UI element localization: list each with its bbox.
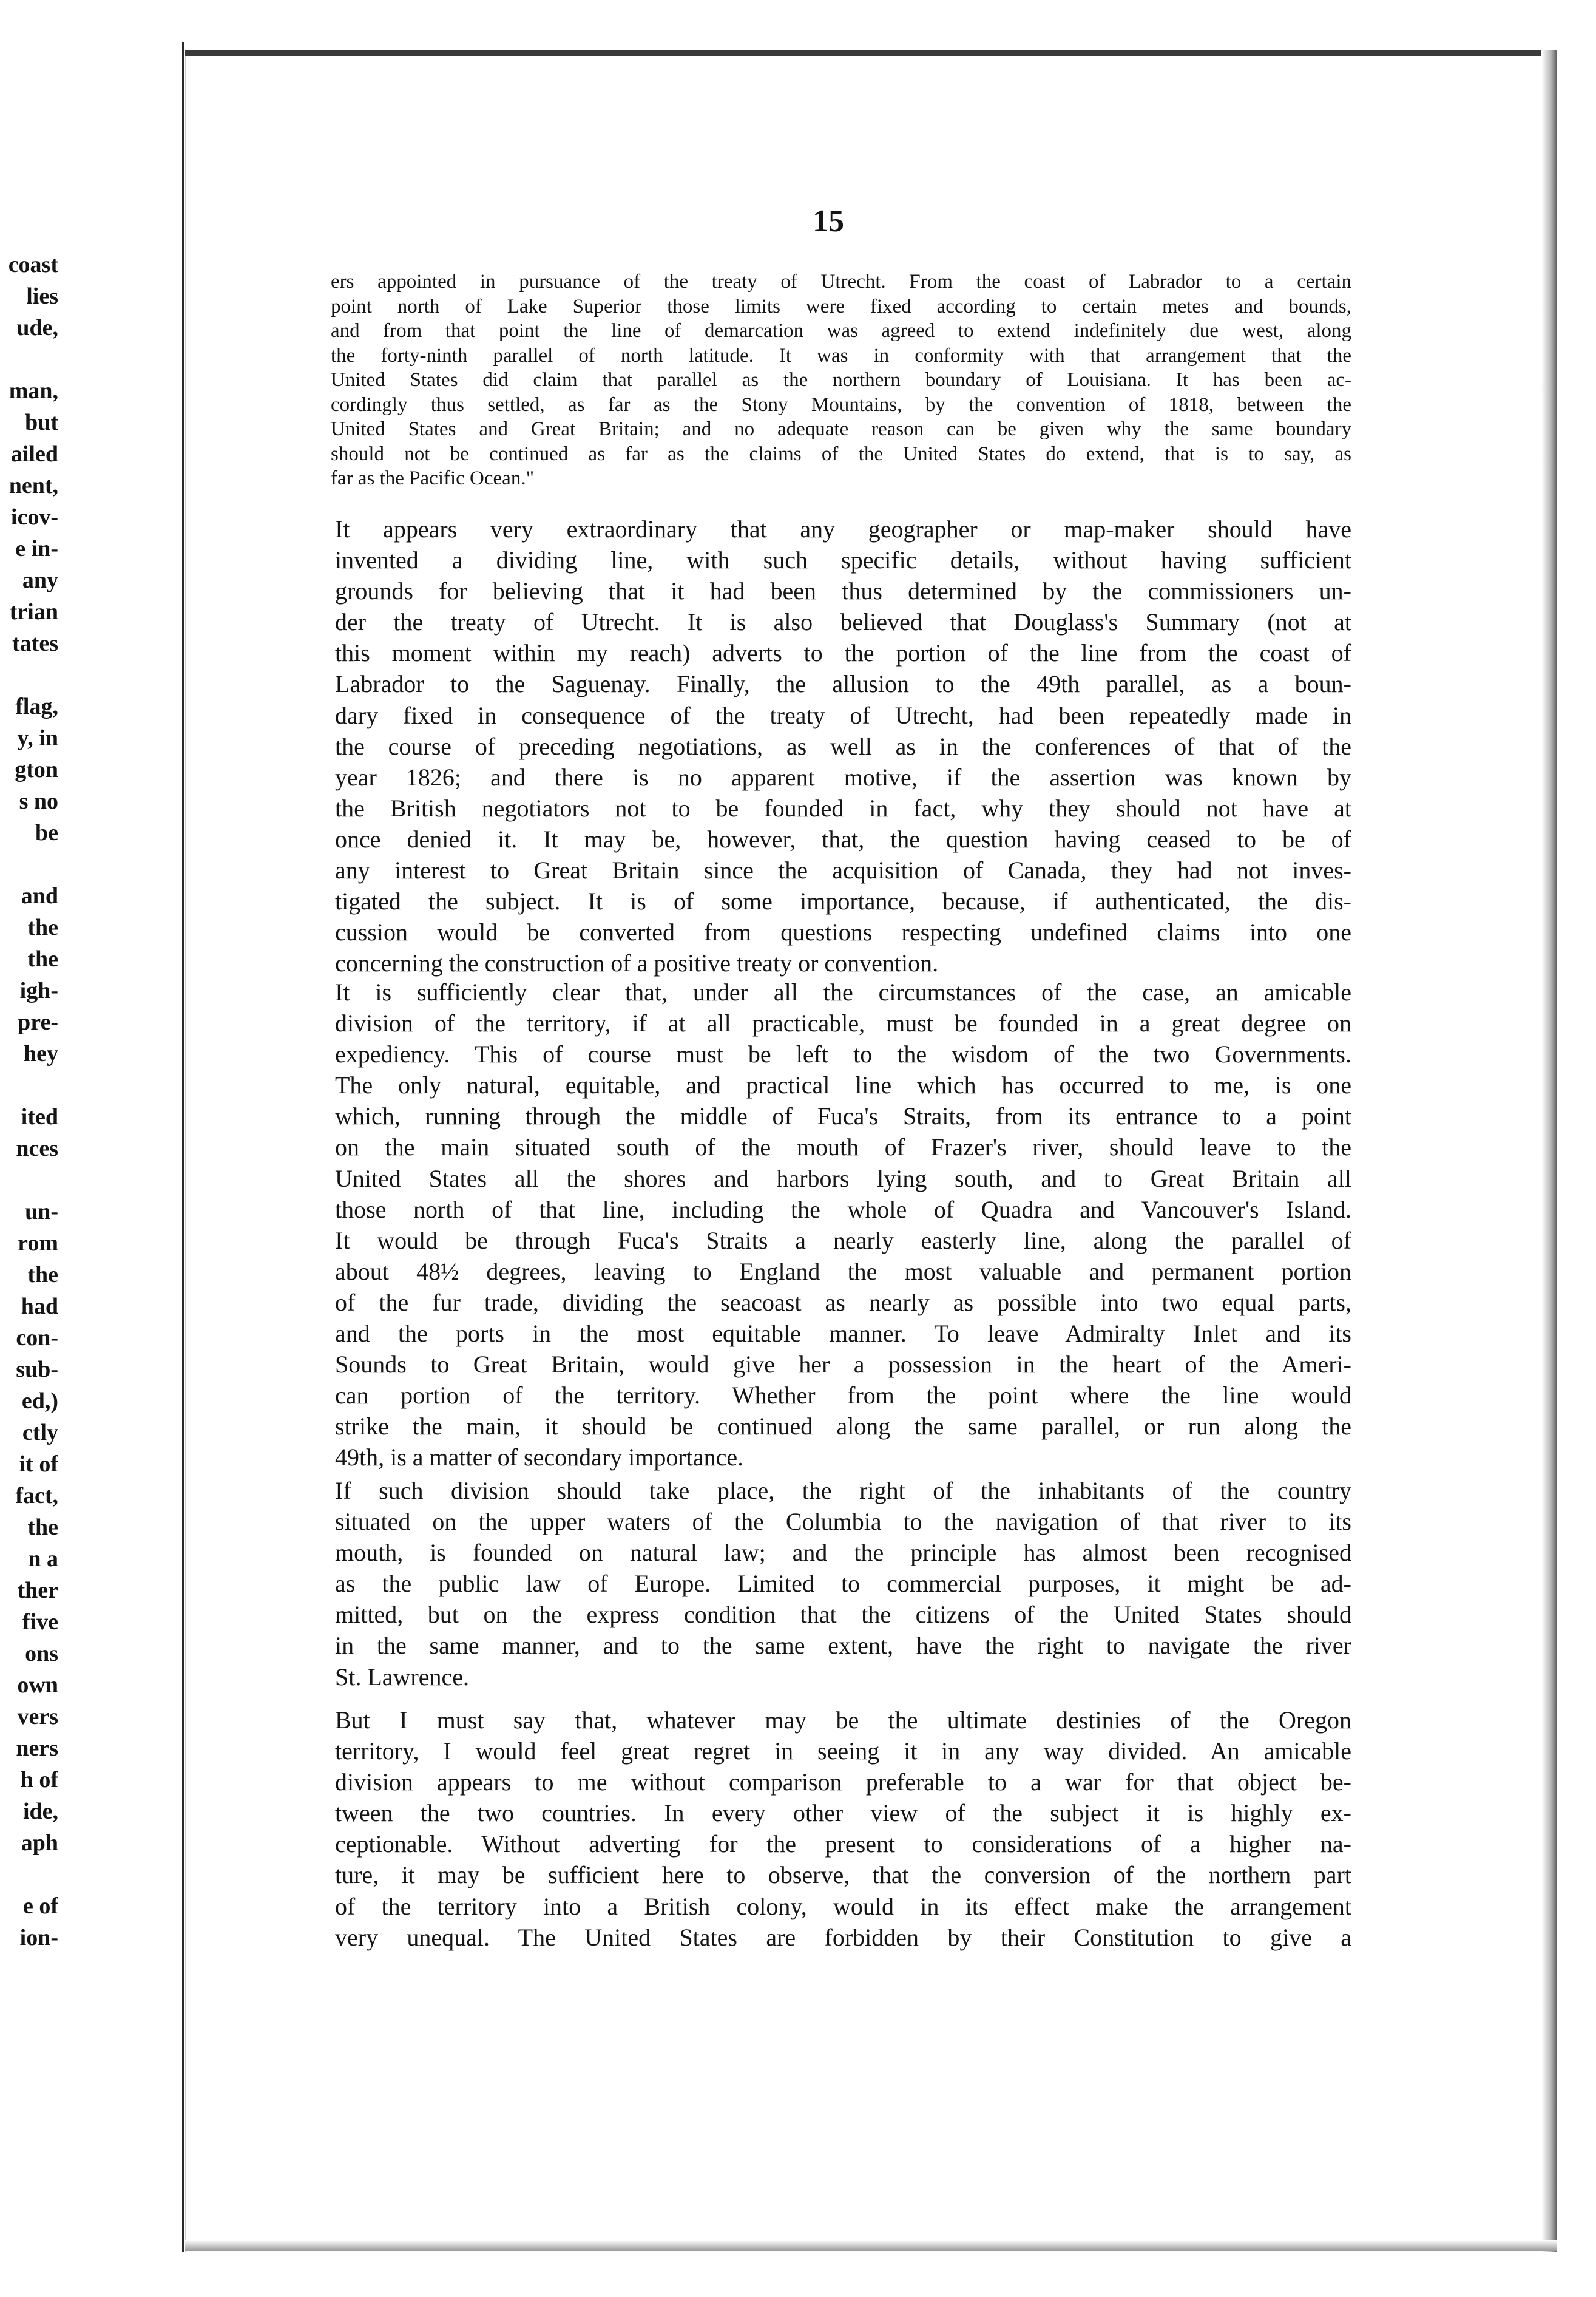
left-fragment: ners: [16, 1735, 58, 1761]
left-fragment: igh-: [19, 978, 58, 1003]
text-line: division appears to me without comparison preferable to a war for that object be-: [335, 1768, 1351, 1796]
left-fragment: the: [27, 1262, 58, 1288]
left-fragment: h of: [20, 1767, 58, 1793]
paragraph-3: [335, 1475, 1351, 1692]
left-fragment: nces: [16, 1136, 58, 1161]
left-fragment: gton: [15, 757, 58, 782]
text-line: But I must say that, whatever may be the ultimate destinies of the Oregon: [335, 1706, 1351, 1734]
left-fragment: ited: [21, 1104, 58, 1130]
left-page-text-fragments: [0, 249, 58, 1953]
text-line: territory, I would feel great regret in seeing it in any way divided. An amicable: [335, 1737, 1351, 1765]
text-line: far as the Pacific Ocean.": [331, 467, 535, 489]
quoted-passage: [331, 270, 1351, 491]
text-line: about 48½ degrees, leaving to England the most valuable and permanent portion: [335, 1257, 1351, 1285]
left-fragment: fact,: [15, 1483, 58, 1508]
text-line: It appears very extraordinary that any geographer or map-maker should have: [335, 515, 1351, 543]
text-line: United States did claim that parallel as the northern boundary of Louisiana. It has been ac-: [331, 369, 1351, 391]
left-fragment: but: [25, 410, 58, 435]
text-line: It is sufficiently clear that, under all the circumstances of the case, an amicable: [335, 979, 1351, 1006]
text-line: United States all the shores and harbors lying south, and to Great Britain all: [335, 1164, 1351, 1192]
text-line: once denied it. It may be, however, that, the question having ceased to be of: [335, 825, 1351, 853]
text-line: and the ports in the most equitable manner. To leave Admiralty Inlet and its: [335, 1320, 1351, 1348]
left-fragment: e in-: [15, 536, 58, 562]
paragraph-2: [335, 977, 1351, 1473]
left-fragment: n a: [28, 1546, 58, 1572]
left-fragment: ctly: [22, 1420, 58, 1445]
left-page-edge: [0, 42, 184, 2252]
paragraph-1: [335, 514, 1351, 979]
left-fragment: ther: [17, 1578, 58, 1603]
text-line: any interest to Great Britain since the acquisition of Canada, they had not inves-: [335, 857, 1351, 884]
text-line: can portion of the territory. Whether from the point where the line would: [335, 1382, 1351, 1410]
left-fragment: lies: [26, 283, 58, 309]
text-line: mitted, but on the express condition that the citizens of the United States should: [335, 1601, 1351, 1629]
page-top-edge: [185, 50, 1557, 56]
text-line: as the public law of Europe. Limited to commercial purposes, it might be ad-: [335, 1570, 1351, 1598]
left-fragment: be: [35, 820, 58, 846]
left-fragment: y, in: [17, 725, 58, 751]
left-fragment: aph: [21, 1830, 58, 1856]
text-line: the British negotiators not to be founded in fact, why they should not have at: [335, 794, 1351, 822]
text-line: strike the main, it should be continued along the same parallel, or run along the: [335, 1413, 1351, 1440]
text-line: The only natural, equitable, and practical line which has occurred to me, is one: [335, 1071, 1351, 1099]
left-fragment: hey: [24, 1041, 58, 1067]
text-line: cordingly thus settled, as far as the Stony Mountains, by the convention of 1818, between the: [331, 393, 1351, 416]
left-fragment: nent,: [8, 473, 58, 498]
left-fragment: had: [21, 1294, 58, 1319]
left-fragment: vers: [17, 1704, 58, 1729]
text-line: ers appointed in pursuance of the treaty of Utrecht. From the coast of Labrador to a certain: [331, 271, 1351, 293]
text-line: in the same manner, and to the same extent, have the right to navigate the river: [335, 1632, 1351, 1660]
left-fragment: ailed: [10, 441, 58, 467]
text-line: United States and Great Britain; and no adequate reason can be given why the same boundary: [331, 418, 1351, 440]
left-fragment: the: [27, 1515, 58, 1540]
left-fragment: ed,): [21, 1388, 58, 1414]
text-line: expediency. This of course must be left to the wisdom of the two Governments.: [335, 1040, 1351, 1068]
text-line: mouth, is founded on natural law; and the principle has almost been recognised: [335, 1539, 1351, 1567]
text-line: tween the two countries. In every other view of the subject it is highly ex-: [335, 1799, 1351, 1827]
paragraph-4: [335, 1705, 1351, 1953]
text-line: and from that point the line of demarcation was agreed to extend indefinitely due west, along: [331, 320, 1351, 342]
text-line: 49th, is a matter of secondary importance.: [335, 1444, 744, 1471]
text-line: Labrador to the Saguenay. Finally, the allusion to the 49th parallel, as a boun-: [335, 670, 1351, 698]
left-fragment: ide,: [22, 1799, 58, 1824]
left-fragment: [0, 849, 58, 880]
left-fragment: [0, 659, 58, 691]
left-fragment: ude,: [16, 315, 58, 341]
text-line: Sounds to Great Britain, would give her a possession in the heart of the Ameri-: [335, 1351, 1351, 1379]
text-line: those north of that line, including the whole of Quadra and Vancouver's Island.: [335, 1195, 1351, 1223]
text-line: which, running through the middle of Fuca's Straits, from its entrance to a point: [335, 1102, 1351, 1130]
text-line: grounds for believing that it had been thus determined by the commissioners un-: [335, 577, 1351, 605]
text-line: point north of Lake Superior those limits were fixed according to certain metes and bounds,: [331, 295, 1351, 317]
text-line: ceptionable. Without adverting for the present to considerations of a higher na-: [335, 1830, 1351, 1858]
text-line: der the treaty of Utrecht. It is also believed that Douglass's Summary (not at: [335, 608, 1351, 636]
left-fragment: [0, 1859, 58, 1890]
text-line: If such division should take place, the right of the inhabitants of the country: [335, 1477, 1351, 1504]
left-fragment: s no: [19, 789, 58, 814]
left-fragment: own: [17, 1672, 58, 1698]
text-line: concerning the construction of a positive treaty or convention.: [335, 949, 939, 977]
text-line: dary fixed in consequence of the treaty of Utrecht, had been repeatedly made in: [335, 701, 1351, 729]
left-fragment: the: [27, 946, 58, 972]
text-line: of the fur trade, dividing the seacoast as nearly as possible into two equal parts,: [335, 1288, 1351, 1316]
text-line: division of the territory, if at all practicable, must be founded in a great degree on: [335, 1009, 1351, 1037]
left-fragment: sub-: [16, 1357, 58, 1382]
left-fragment: man,: [8, 378, 58, 404]
left-fragment: e of: [22, 1893, 58, 1919]
page-number: 15: [813, 204, 844, 239]
text-line: should not be continued as far as the claims of the United States do extend, that is to say, as: [331, 443, 1351, 465]
left-fragment: pre-: [18, 1009, 58, 1035]
text-line: situated on the upper waters of the Columbia to the navigation of that river to its: [335, 1508, 1351, 1536]
page-right-edge: [1541, 50, 1557, 2252]
left-fragment: [0, 1164, 58, 1196]
left-fragment: ion-: [19, 1925, 58, 1950]
left-fragment: [0, 344, 58, 375]
left-fragment: five: [22, 1609, 58, 1635]
text-line: St. Lawrence.: [335, 1663, 470, 1691]
text-line: the course of preceding negotiations, as well as in the conferences of that of the: [335, 732, 1351, 760]
left-fragment: trian: [9, 599, 58, 625]
left-fragment: any: [22, 568, 58, 593]
text-line: tigated the subject. It is of some importance, because, if authenticated, the dis-: [335, 887, 1351, 915]
text-line: It would be through Fuca's Straits a nearly easterly line, along the parallel of: [335, 1226, 1351, 1254]
text-line: this moment within my reach) adverts to the portion of the line from the coast of: [335, 639, 1351, 667]
text-line: of the territory into a British colony, would in its effect make the arrangement: [335, 1892, 1351, 1920]
left-fragment: rom: [18, 1230, 58, 1256]
text-line: cussion would be converted from questions respecting undefined claims into one: [335, 918, 1351, 946]
left-fragment: con-: [16, 1325, 58, 1351]
left-fragment: flag,: [15, 694, 58, 719]
left-fragment: icov-: [10, 504, 58, 530]
page-bottom-edge: [185, 2240, 1557, 2251]
left-fragment: coast: [8, 252, 58, 277]
left-fragment: and: [21, 883, 58, 909]
left-fragment: the: [27, 915, 58, 940]
left-fragment: ons: [25, 1641, 58, 1666]
left-fragment: un-: [25, 1199, 58, 1224]
text-line: very unequal. The United States are forbidden by their Constitution to give a: [335, 1923, 1351, 1951]
text-line: ture, it may be sufficient here to observe, that the conversion of the northern part: [335, 1861, 1351, 1889]
text-line: on the main situated south of the mouth of Frazer's river, should leave to the: [335, 1133, 1351, 1161]
left-fragment: it of: [19, 1451, 58, 1477]
text-line: year 1826; and there is no apparent motive, if the assertion was known by: [335, 763, 1351, 791]
text-line: invented a dividing line, with such specific details, without having sufficient: [335, 546, 1351, 574]
left-fragment: [0, 1070, 58, 1101]
left-fragment: tates: [12, 631, 58, 656]
text-line: the forty-ninth parallel of north latitude. It was in conformity with that arrangement that the: [331, 344, 1351, 367]
